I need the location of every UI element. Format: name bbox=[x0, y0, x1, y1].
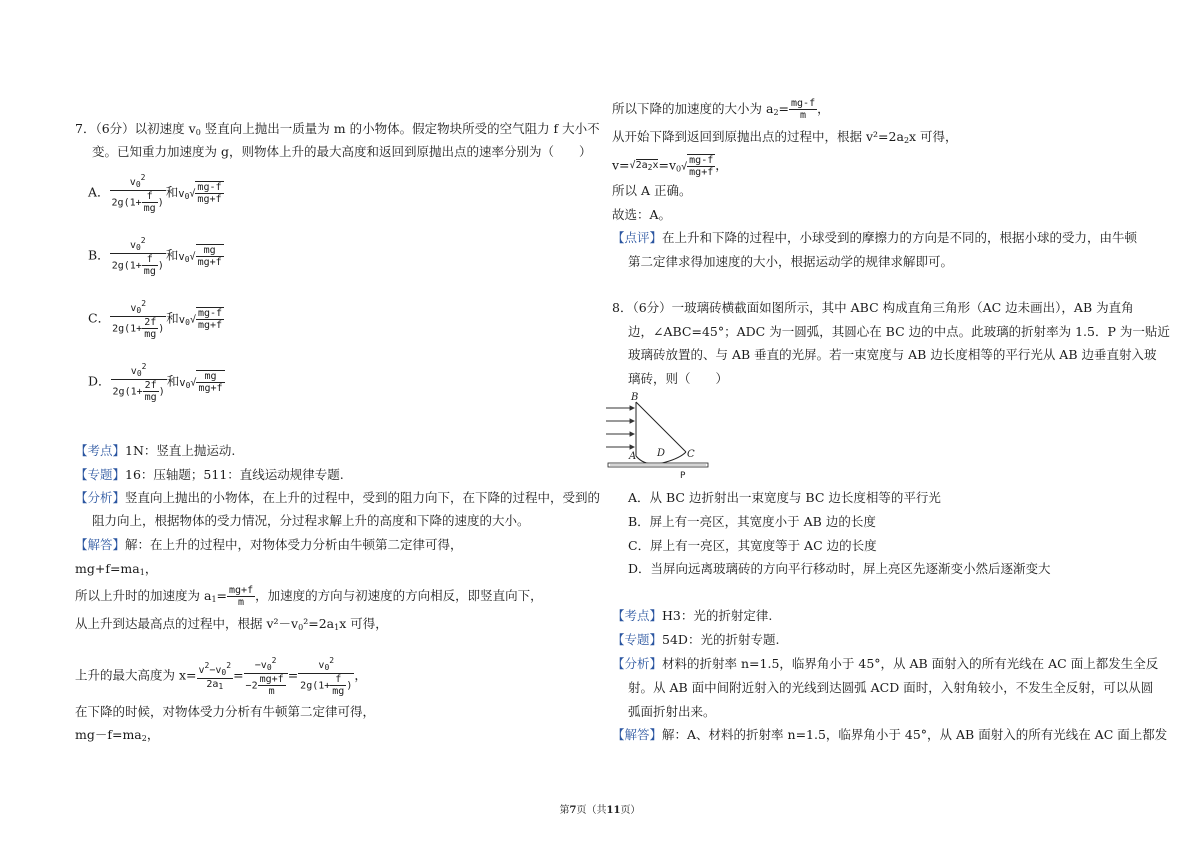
q8-kaodian: 【考点】H3：光的折射定律. bbox=[612, 608, 773, 623]
q8-option-a: A．从 BC 边折射出一束宽度与 BC 边长度相等的平行光 bbox=[628, 490, 941, 505]
glass-brick-figure bbox=[600, 388, 715, 480]
h-fraction-1: $\frac{v^2-v_0^2}{2a_1}$ bbox=[198, 661, 232, 691]
page-number: 7 bbox=[569, 805, 577, 816]
q8-fenxi-line2: 射。从 AB 面中间附近射入的光线到达圆弧 ACD 面时，入射角较小，不发生全反射，可以从圆 bbox=[628, 680, 1154, 695]
label-P: P bbox=[680, 471, 686, 480]
sqrt-2a2x: $√2a_2x$ bbox=[629, 160, 659, 172]
q8-fenxi-line3: 弧面折射出来。 bbox=[628, 704, 716, 719]
q7-fenxi-line1: 【分析】竖直向上抛出的小物体，在上升的过程中，受到的阻力向下，在下降的过程中，受到的 bbox=[75, 490, 601, 505]
q7-eq2: $mg-f=ma_2$， bbox=[75, 727, 160, 743]
r-dianping-line2: 第二定律求得加速度的大小，根据运动学的规律求解即可。 bbox=[628, 254, 954, 269]
incident-light-rays bbox=[606, 406, 634, 449]
q8-fenxi-line1: 【分析】材料的折射率 n=1.5，临界角小于 45°，从 AB 面射入的所有光线在 AC 面上都发生全反 bbox=[612, 656, 1159, 671]
r-dianping-line1: 【点评】在上升和下降的过程中，小球受到的摩擦力的方向是不同的，根据小球的受力，由牛顿 bbox=[612, 230, 1138, 245]
q7-eq1: $mg+f=ma_1$， bbox=[75, 561, 158, 577]
label-B: B bbox=[631, 392, 639, 403]
r-return-line: 从开始下降到返回到原抛出点的过程中，根据 $v^2=2a_2x$ 可得， bbox=[612, 129, 958, 145]
q7-down-line: 在下降的时候，对物体受力分析有牛顿第二定律可得， bbox=[75, 704, 376, 719]
q8-option-d: D．当屏向远离玻璃砖的方向平行移动时，屏上亮区先逐渐变小然后逐渐变大 bbox=[628, 561, 1051, 576]
q7-a1-line: 所以上升时的加速度为 $a_1=$ $\frac{mg+f}{m}$ ，加速度的方向与初速度的方向相反，即竖直向下， bbox=[75, 585, 543, 608]
a1-fraction: $\frac{mg+f}{m}$ bbox=[229, 585, 254, 608]
light-screen bbox=[608, 463, 708, 467]
q8-stem-line2: 边，∠ABC=45°；ADC 为一圆弧，其圆心在 BC 边的中点。此玻璃的折射率为 1.5．P 为一贴近 bbox=[628, 324, 1170, 339]
r-v-eq: $v=√2a_2x=v_0√$ $\frac{mg-f}{mg+f}$ ， bbox=[612, 155, 728, 178]
sqrt-ratio: √ $\frac{mg-f}{mg+f}$ bbox=[681, 155, 714, 178]
q8-option-b: B．屏上有一亮区，其宽度小于 AB 边的长度 bbox=[628, 514, 876, 529]
page-footer: 第7页（共11页） bbox=[559, 805, 641, 816]
label-A: A bbox=[629, 451, 637, 462]
h-fraction-2: $-v_0^2$ −2 $\frac{mg+f}{m}$ bbox=[244, 655, 288, 697]
r-conclusion: 所以 A 正确。 bbox=[612, 183, 692, 198]
q7-stem-line2: 变。已知重力加速度为 g，则物体上升的最大高度和返回到原抛出点的速率分别为（ ） bbox=[92, 144, 592, 159]
page-total: 11 bbox=[606, 805, 621, 816]
label-C: C bbox=[687, 449, 695, 460]
q7-height-line: 上升的最大高度为 x= $\frac{v^2-v_0^2}{2a_1}$ = $-v_0^2$ −2 $\frac{mg+f}{m}$ = $v_0^2$ 2g(1+ $\frac{f}{mg}$ ) ， bbox=[75, 656, 367, 697]
q8-option-c: C．屏上有一亮区，其宽度等于 AC 边的长度 bbox=[628, 538, 877, 553]
q7-zhuanti: 【专题】16：压轴题；511：直线运动规律专题. bbox=[75, 467, 344, 482]
q8-zhuanti: 【专题】54D：光的折射专题. bbox=[612, 632, 780, 647]
q7-option-a: A． $v_0^2$ 2g(1+ $\frac{f}{mg}$ ) 和$v_0√$ $\frac{mg-f}{mg+f}$ bbox=[88, 173, 222, 214]
q8-stem-line4: 璃砖，则（ ） bbox=[628, 371, 729, 386]
r-a2-line: 所以下降的加速度的大小为 $a_2=$ $\frac{mg-f}{m}$ ， bbox=[612, 98, 830, 121]
q7-option-b: B． $v_0^2$ 2g(1+ $\frac{f}{mg}$ ) 和$v_0√$ $\frac{mg}{mg+f}$ bbox=[88, 236, 222, 277]
r-answer: 故选：A。 bbox=[612, 207, 672, 222]
q7-jieda-line1: 【解答】解：在上升的过程中，对物体受力分析由牛顿第二定律可得， bbox=[75, 537, 463, 552]
label-D: D bbox=[657, 448, 666, 459]
q8-stem-line3: 玻璃砖放置的、与 AB 垂直的光屏。若一束宽度与 AB 边长度相等的平行光从 AB 边垂直射入玻 bbox=[628, 347, 1157, 362]
q7-kaodian: 【考点】1N：竖直上抛运动. bbox=[75, 443, 236, 458]
q8-stem-line1: 8．（6分）一玻璃砖横截面如图所示，其中 ABC 构成直角三角形（AC 边未画出），AB 为直角 bbox=[612, 300, 1134, 315]
q7-option-c: C． $v_0^2$ 2g(1+ $\frac{2f}{mg}$ ) 和$v_0√$ $\frac{mg-f}{mg+f}$ bbox=[88, 299, 223, 340]
q7-stem-line1: 7．（6分）以初速度 $v_0$ 竖直向上抛出一质量为 m 的小物体。假定物块所受的空气阻力 f 大小不 bbox=[75, 121, 600, 137]
q7-top-line: 从上升到达最高点的过程中，根据 $v^2-v_0^2=2a_1x$ 可得， bbox=[75, 616, 388, 632]
q8-jieda-line1: 【解答】解：A、材料的折射率 n=1.5，临界角小于 45°，从 AB 面射入的所有光线在 AC 面上都发 bbox=[612, 727, 1168, 742]
a2-fraction: $\frac{mg-f}{m}$ bbox=[791, 98, 816, 121]
q7-option-d: D． $v_0^2$ 2g(1+ $\frac{2f}{mg}$ ) 和$v_0√$ $\frac{mg}{mg+f}$ bbox=[88, 362, 223, 403]
h-fraction-3: $v_0^2$ 2g(1+ $\frac{f}{mg}$ ) bbox=[300, 656, 353, 697]
q7-fenxi-line2: 阻力向上，根据物体的受力情况，分过程求解上升的高度和下降的速度的大小。 bbox=[92, 513, 530, 528]
